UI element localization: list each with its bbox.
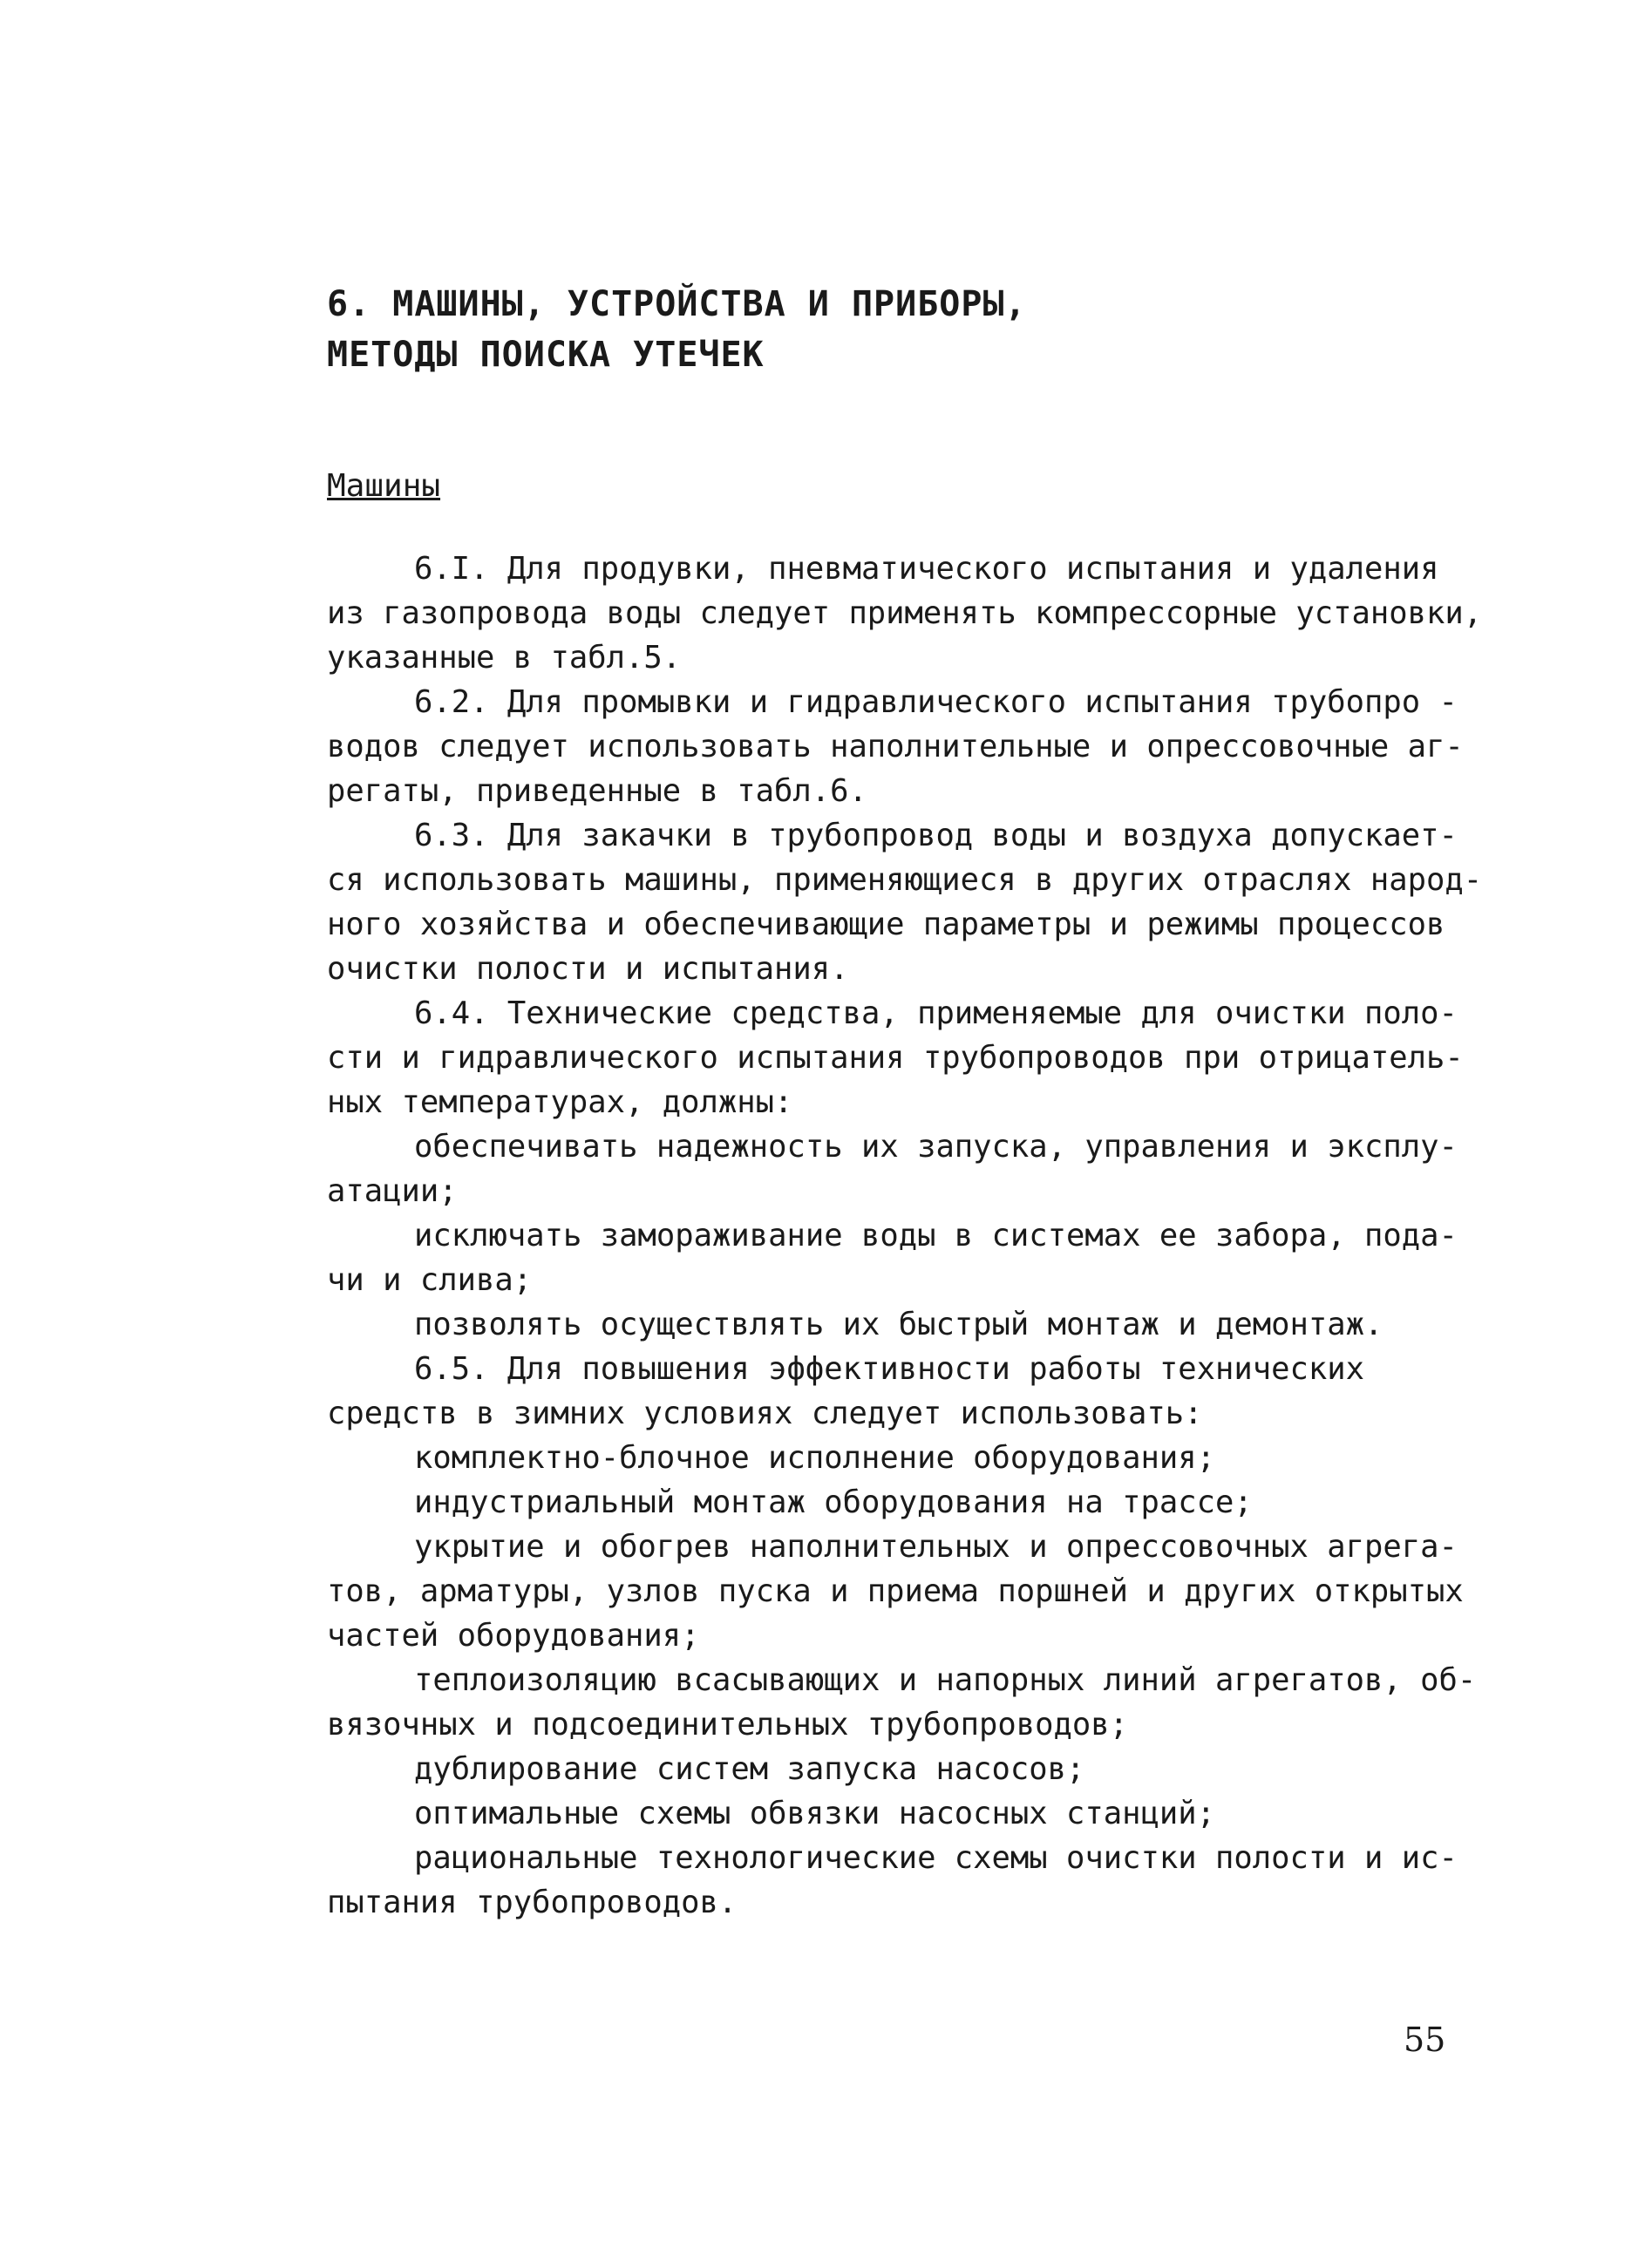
text-line: 6.I. Для продувки, пневматического испытания и удаления <box>414 551 1439 587</box>
section-heading-line-1: 6. МАШИНЫ, УСТРОЙСТВА И ПРИБОРЫ, <box>327 284 1027 324</box>
text-line: из газопровода воды следует применять компрессорные установки, <box>327 595 1483 631</box>
text-line: ного хозяйства и обеспечивающие параметры и режимы процессов <box>327 907 1445 942</box>
page-number: 55 <box>1404 2021 1446 2059</box>
text-line: теплоизоляцию всасывающих и напорных линий агрегатов, об- <box>414 1662 1477 1698</box>
text-line: ных температурах, должны: <box>327 1084 793 1120</box>
text-line: 6.3. Для закачки в трубопровод воды и воздуха допускает- <box>414 818 1458 853</box>
text-line: пытания трубопроводов. <box>327 1885 738 1920</box>
text-line: комплектно-блочное исполнение оборудования; <box>414 1440 1216 1476</box>
body-text <box>327 547 1483 1925</box>
text-line: водов следует использовать наполнительные и опрессовочные аг- <box>327 729 1464 764</box>
text-line: регаты, приведенные в табл.6. <box>327 773 867 809</box>
text-line: 6.5. Для повышения эффективности работы технических <box>414 1351 1365 1387</box>
text-line: атации; <box>327 1173 458 1209</box>
text-line: тов, арматуры, узлов пуска и приема поршней и других открытых <box>327 1573 1464 1609</box>
text-line: укрытие и обогрев наполнительных и опрессовочных агрега- <box>414 1529 1458 1565</box>
text-line: обеспечивать надежность их запуска, управления и эксплу- <box>414 1129 1458 1165</box>
text-line: оптимальные схемы обвязки насосных станций; <box>414 1796 1216 1831</box>
text-line: исключать замораживание воды в системах ее забора, пода- <box>414 1218 1458 1253</box>
text-line: частей оборудования; <box>327 1618 700 1654</box>
text-line: чи и слива; <box>327 1262 533 1298</box>
section-heading-line-2: МЕТОДЫ ПОИСКА УТЕЧЕК <box>327 335 765 375</box>
text-line: ся использовать машины, применяющиеся в других отраслях народ- <box>327 862 1483 898</box>
text-line: дублирование систем запуска насосов; <box>414 1751 1085 1787</box>
subsection-title: Машины <box>327 468 441 504</box>
text-line: средств в зимних условиях следует использовать: <box>327 1396 1203 1431</box>
text-line: 6.2. Для промывки и гидравлического испытания трубопро - <box>414 684 1458 720</box>
text-line: индустриальный монтаж оборудования на трассе; <box>414 1484 1253 1520</box>
text-line: вязочных и подсоединительных трубопроводов; <box>327 1707 1129 1743</box>
text-line: рациональные технологические схемы очистки полости и ис- <box>414 1840 1458 1876</box>
text-line: 6.4. Технические средства, применяемые для очистки поло- <box>414 995 1458 1031</box>
text-line: позволять осуществлять их быстрый монтаж и демонтаж. <box>414 1307 1383 1342</box>
text-line: очистки полости и испытания. <box>327 951 849 987</box>
section-heading <box>327 279 1027 380</box>
text-line: указанные в табл.5. <box>327 640 682 676</box>
text-line: сти и гидравлического испытания трубопроводов при отрицатель- <box>327 1040 1464 1076</box>
